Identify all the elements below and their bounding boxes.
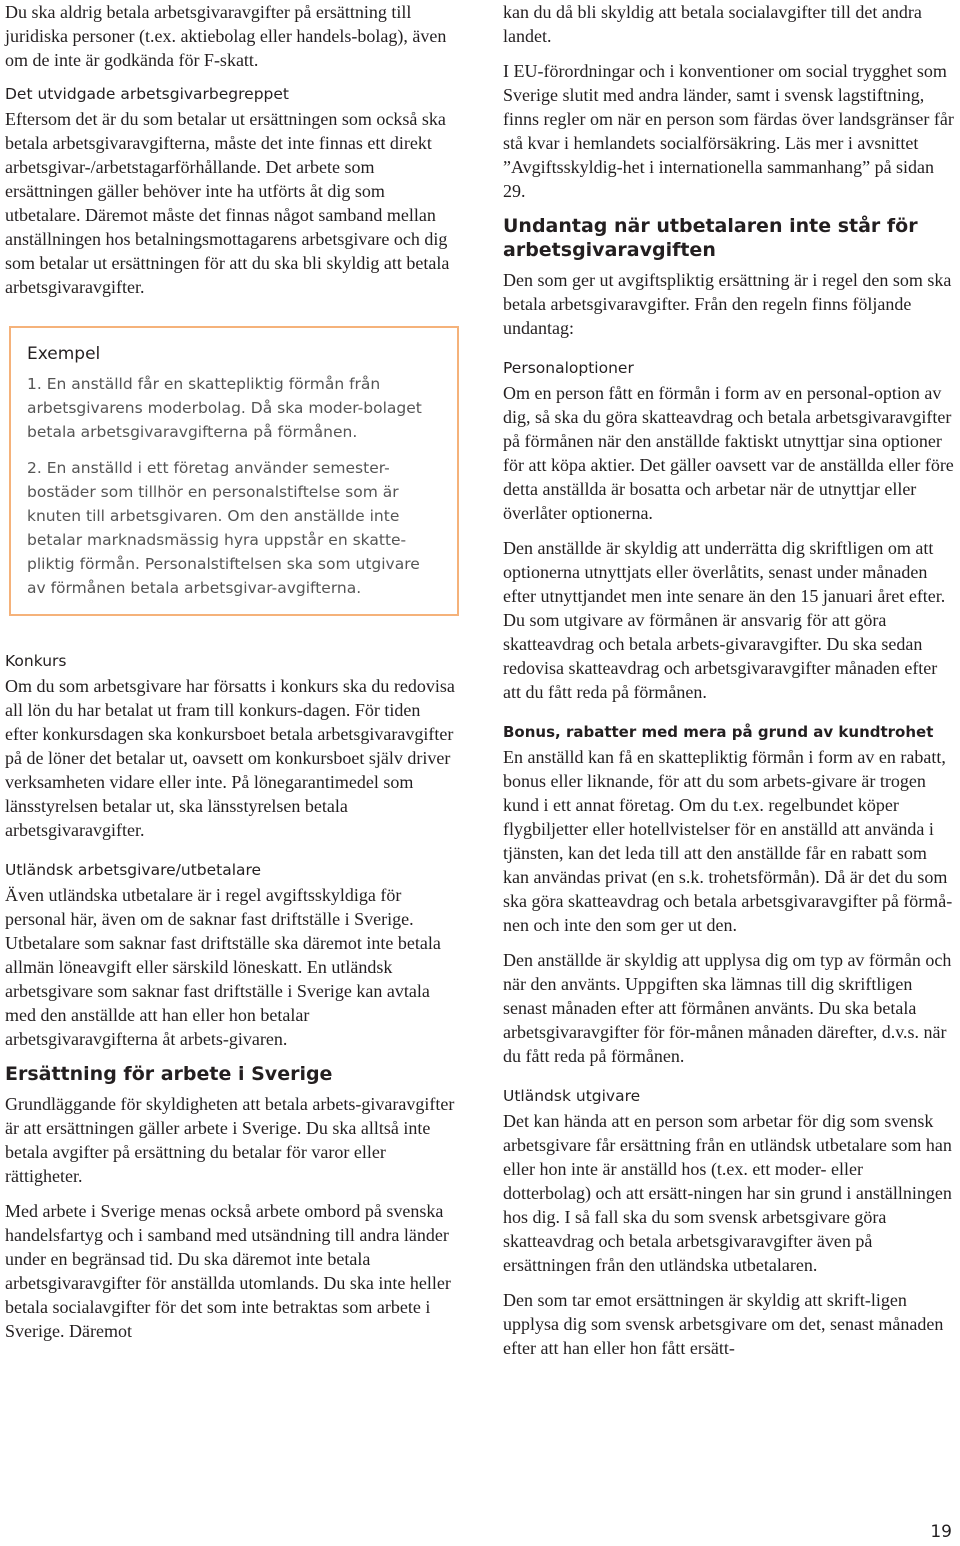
undantag-heading: Undantag när utbetalaren inte står för arbetsgivaravgiften xyxy=(503,215,918,261)
left-column xyxy=(5,0,457,1354)
utlandsk-utgivare-paragraph-1: Det kan hända att en person som arbetar för dig som svensk arbetsgivare får ersättning från en utländsk utbetalare som han eller hon inte är anställd hos (t.ex. ett moder- eller dotterbolag) och att ersätt-ningen har sin grund i anställningen hos dig. I så fall ska du som svensk arbetsgivare göra skatteavdrag och betala arbetsgivaravgifter även på ersättningen från den utländska utbetalaren. xyxy=(503,1111,952,1275)
utvidgade-heading: Det utvidgade arbetsgivarbegreppet xyxy=(5,85,289,103)
page-number: 19 xyxy=(930,1522,952,1542)
konkurs-text: Om du som arbetsgivare har försatts i konkurs ska du redovisa all lön du har betalat ut fram till konkurs-dagen. För tiden efter konkursdagen ska konkursboet betala arbetsgivaravgifter på de löner det betalar ut, oavsett om konkursboet själv driver verksamheten vidare eller inte. På lönegarantimedel som länsstyrelsen betalar ut, ska länsstyrelsen betala arbetsgivaravgifter. xyxy=(5,676,455,840)
personaloptioner-paragraph-1: Om en person fått en förmån i form av en personal-option av dig, så ska du göra skatteavdrag och betala arbetsgivaravgifter på förmånen när den anställde faktiskt utnyttjar sina optioner för att köpa aktier. Det gäller oavsett var de anställda eller före detta anställda är bosatta och arbetar när de utnyttjar eller överlåter optionerna. xyxy=(503,383,954,523)
bonus-paragraph-2: Den anställde är skyldig att upplysa dig om typ av förmån och när den använts. Uppgiften ska lämnas till dig skriftligen senast månaden efter att förmånen använts. Du ska betala arbetsgivaravgifter för för-månen månaden därefter, d.v.s. när du fått reda på förmånen. xyxy=(503,950,952,1066)
utlandsk-arbetsgivare-text: Även utländska utbetalare är i regel avgiftsskyldiga för personal här, även om de saknar fast driftställe i Sverige. Utbetalare som saknar fast driftställe ska däremot inte betala allmän löneavgift eller särskild löneskatt. En utländsk arbetsgivare som saknar fast driftställe i Sverige kan avtala med den anställde att han eller hon betalar arbetsgivaravgifterna åt arbets-givaren. xyxy=(5,885,441,1049)
intro-paragraph: Du ska aldrig betala arbetsgivaravgifter på ersättning till juridiska personer (t.ex. aktiebolag eller handels-bolag), även om de inte är godkända för F-skatt. xyxy=(5,2,447,70)
personaloptioner-heading: Personaloptioner xyxy=(503,359,634,377)
utlandsk-utgivare-heading: Utländsk utgivare xyxy=(503,1087,641,1105)
konkurs-heading: Konkurs xyxy=(5,652,67,670)
sverige-paragraph-2: Med arbete i Sverige menas också arbete ombord på svenska handelsfartyg och i samband med utsändning till andra länder under en begränsad tid. Du ska däremot inte betala arbetsgivaravgifter för anställda utomlands. Du ska inte heller betala socialavgifter för det som inte betraktas som arbete i Sverige. Däremot xyxy=(5,1201,451,1341)
personaloptioner-paragraph-2: Den anställde är skyldig att underrätta dig skriftligen om att optionerna utnyttjats eller överlåtits, senast under månaden efter utnyttjandet men inte senare än den 15 januari året efter. Du som utgivare av förmånen är ansvarig för att göra skatteavdrag och betala arbets-givaravgifter. Du ska sedan redovisa skatteavdrag och arbetsgivaravgifter månaden efter att du fått reda på förmånen. xyxy=(503,538,946,702)
sverige-paragraph-1: Grundläggande för skyldigheten att betala arbets-givaravgifter är att ersättningen gäller arbete i Sverige. Du ska alltså inte betala avgifter på ersättning du betalar för varor eller rättigheter. xyxy=(5,1094,455,1186)
example-box xyxy=(9,326,459,616)
undantag-text: Den som ger ut avgiftspliktig ersättning är i regel den som ska betala arbetsgivaravgifter. Från den regeln finns följande undantag: xyxy=(503,270,952,338)
utvidgade-text: Eftersom det är du som betalar ut ersättningen som också ska betala arbetsgivaravgifterna, måste det inte finnas ett direkt arbetsgivar-/arbetstagarförhållande. Det arbete som ersättningen gäller behöver inte ha utförts åt dig som utbetalare. Däremot måste det finnas något samband mellan anställningen hos betalningsmottagarens arbetsgivare och dig som betalar ut ersättningen för att du ska bli skyldig att betala arbetsgivaravgifter. xyxy=(5,109,450,297)
sverige-heading: Ersättning för arbete i Sverige xyxy=(5,1063,333,1085)
bonus-paragraph-1: En anställd kan få en skattepliktig förmån i form av en rabatt, bonus eller liknande, för att du som arbets-givare är trogen kund i ett annat företag. Om du t.ex. regelbundet köper flygbiljetter eller hotellvistelser för en anställd att använda i tjänsten, kan det leda till att den anställde får en rabatt som kan användas privat (en s.k. trohetsförmån). Då är det du som ska göra skatteavdrag och betala arbetsgivaravgifter på förmå-nen och inte den som ger ut den. xyxy=(503,747,953,935)
example-item-2: 2. En anställd i ett företag använder semester-bostäder som tillhör en personalstiftelse som är knuten till arbetsgivaren. Om den anställde inte betalar marknadsmässig hyra uppstår en skatte-pliktig förmån. Personalstiftelsen ska som utgivare av förmånen betala arbetsgivar-avgifterna. xyxy=(27,459,420,597)
example-item-1: 1. En anställd får en skattepliktig förmån från arbetsgivarens moderbolag. Då ska moder-bolaget betala arbetsgivaravgifterna på förmånen. xyxy=(27,375,422,441)
eu-paragraph: I EU-förordningar och i konventioner om social trygghet som Sverige slutit med andra länder, samt i svensk lagstiftning, finns regler om när en person som färdas över landsgränser får stå kvar i hemlandets socialförsäkring. Läs mer i avsnittet ”Avgiftsskyldig-het i internationella sammanhang” på sidan 29. xyxy=(503,61,954,201)
continuation-paragraph: kan du då bli skyldig att betala socialavgifter till det andra landet. xyxy=(503,2,922,46)
right-column xyxy=(503,0,955,1371)
utlandsk-arbetsgivare-heading: Utländsk arbetsgivare/utbetalare xyxy=(5,861,262,879)
example-title: Exempel xyxy=(27,344,101,364)
bonus-heading: Bonus, rabatter med mera på grund av kundtrohet xyxy=(503,723,934,741)
utlandsk-utgivare-paragraph-2: Den som tar emot ersättningen är skyldig att skrift-ligen upplysa dig som svensk arbetsgivare om det, senast månaden efter att han eller hon fått ersätt- xyxy=(503,1290,944,1358)
